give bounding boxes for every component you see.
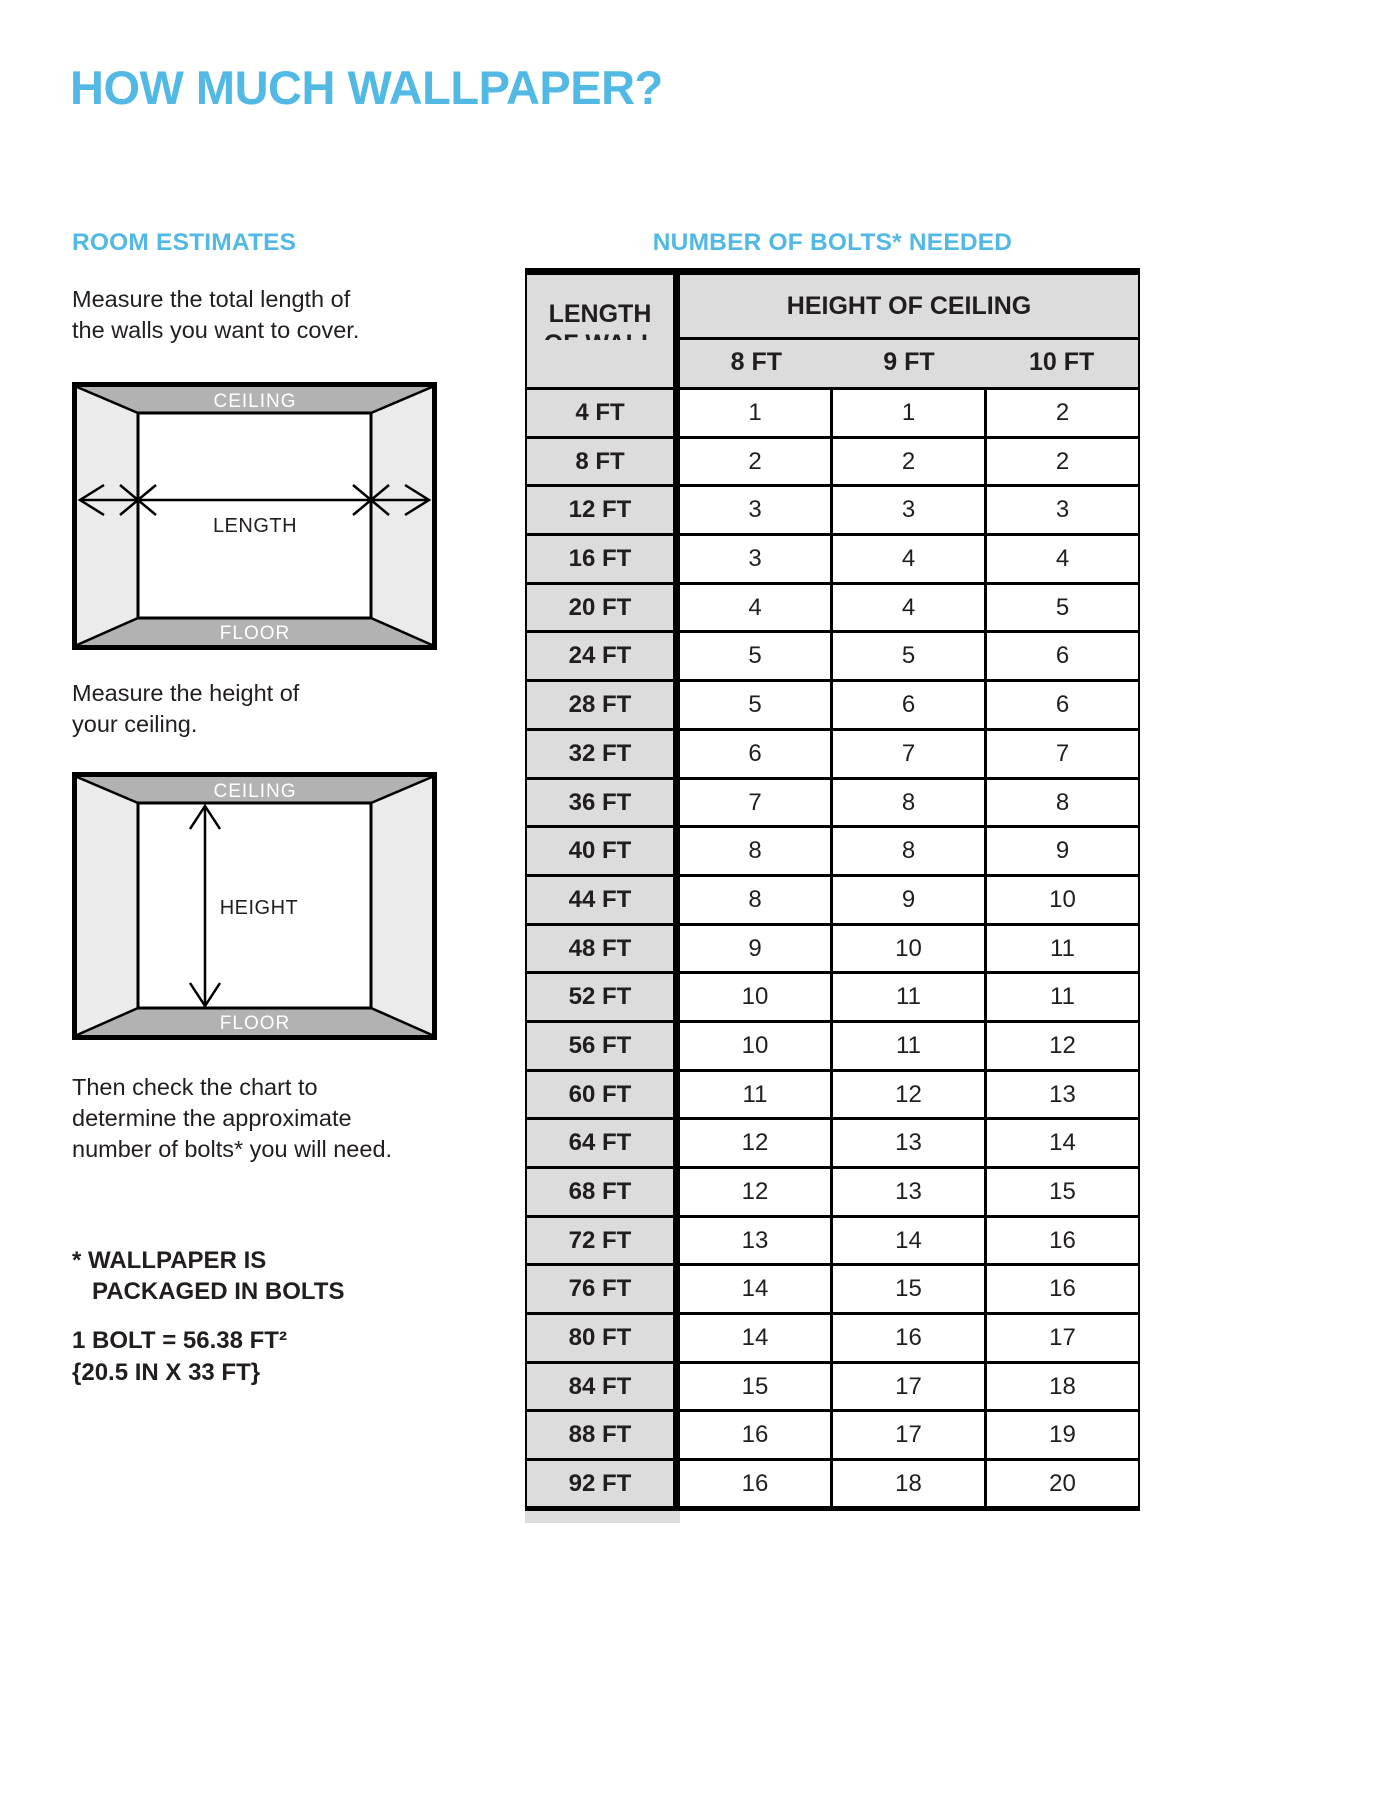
bolt-count-cell: 4 (833, 585, 987, 634)
bolt-count-cell: 10 (680, 1023, 833, 1072)
bolt-count-cell: 10 (680, 974, 833, 1023)
bolt-count-cell: 18 (833, 1461, 987, 1511)
wall-length-label: 20 FT (525, 585, 680, 634)
check-chart-text (72, 1072, 392, 1165)
table-row (525, 585, 1140, 634)
bolt-count-cell: 9 (987, 828, 1140, 877)
bolt-count-cell: 6 (987, 682, 1140, 731)
table-row (525, 1218, 1140, 1267)
bolt-count-cell: 1 (833, 390, 987, 439)
bolt-count-cell: 13 (987, 1072, 1140, 1121)
right-wall-surface (371, 777, 432, 1035)
bolt-count-cell: 12 (680, 1120, 833, 1169)
bolt-count-cell: 16 (680, 1412, 833, 1461)
bolt-count-cell: 15 (833, 1266, 987, 1315)
bolt-count-cell: 16 (987, 1218, 1140, 1267)
bolt-count-cell: 12 (987, 1023, 1140, 1072)
length-label: LENGTH (212, 515, 298, 537)
table-row (525, 731, 1140, 780)
height-label: HEIGHT (219, 897, 299, 919)
left-wall-surface (77, 387, 138, 645)
bolt-count-cell: 6 (833, 682, 987, 731)
measure-length-text (72, 284, 359, 346)
bolt-count-cell: 13 (680, 1218, 833, 1267)
table-row (525, 1120, 1140, 1169)
bolt-count-cell: 8 (987, 780, 1140, 829)
bolt-count-cell: 14 (680, 1266, 833, 1315)
bolt-count-cell: 11 (987, 974, 1140, 1023)
table-row (525, 633, 1140, 682)
wall-length-label: 36 FT (525, 780, 680, 829)
page-title: HOW MUCH WALLPAPER? (70, 61, 663, 114)
text-line: your ceiling. (72, 711, 198, 737)
table-row (525, 390, 1140, 439)
bolt-count-cell: 11 (987, 926, 1140, 975)
table-row (525, 877, 1140, 926)
bolt-count-cell: 8 (833, 780, 987, 829)
ceiling-height-columns (680, 340, 1140, 390)
bolt-count-cell: 4 (987, 536, 1140, 585)
bolt-count-cell: 15 (680, 1364, 833, 1413)
bolt-count-cell: 3 (680, 536, 833, 585)
bolt-count-cell: 8 (833, 828, 987, 877)
table-row (525, 1364, 1140, 1413)
wall-length-label: 28 FT (525, 682, 680, 731)
bolt-count-cell: 20 (987, 1461, 1140, 1511)
height-of-ceiling-header: HEIGHT OF CEILING (680, 275, 1140, 340)
bolt-count-cell: 14 (833, 1218, 987, 1267)
bolt-count-cell: 12 (833, 1072, 987, 1121)
text-line: Then check the chart to (72, 1074, 318, 1100)
table-row (525, 780, 1140, 829)
wall-length-label: 8 FT (525, 439, 680, 488)
room-estimates-heading: ROOM ESTIMATES (72, 229, 297, 256)
wall-length-label: 24 FT (525, 633, 680, 682)
wall-length-label: 80 FT (525, 1315, 680, 1364)
bolt-count-cell: 15 (987, 1169, 1140, 1218)
bolt-count-cell: 5 (987, 585, 1140, 634)
table-row (525, 1023, 1140, 1072)
bolt-footnote (72, 1245, 344, 1307)
bolt-count-cell: 13 (833, 1169, 987, 1218)
bolt-count-cell: 5 (680, 633, 833, 682)
table-row (525, 1072, 1140, 1121)
bolt-count-cell: 10 (987, 877, 1140, 926)
bolt-count-cell: 11 (833, 974, 987, 1023)
room-perspective-drawing (72, 772, 437, 1040)
length-of-wall-header-spacer (525, 340, 680, 390)
wall-length-label: 16 FT (525, 536, 680, 585)
bolt-count-cell: 19 (987, 1412, 1140, 1461)
table-footer-strip (525, 1511, 680, 1523)
room-perspective-drawing (72, 382, 437, 650)
bolt-count-cell: 16 (680, 1461, 833, 1511)
bolt-count-cell: 2 (987, 439, 1140, 488)
table-row (525, 926, 1140, 975)
bolt-count-cell: 9 (833, 877, 987, 926)
bolt-count-cell: 2 (833, 439, 987, 488)
bolt-count-cell: 2 (680, 439, 833, 488)
bolt-count-cell: 5 (680, 682, 833, 731)
table-body (525, 390, 1140, 1511)
footnote-line: * WALLPAPER IS (72, 1247, 267, 1274)
bolts-table (525, 268, 1140, 1523)
length-of-wall-header (525, 275, 680, 340)
table-header-row (525, 275, 1140, 340)
text-line: Measure the total length of (72, 286, 351, 312)
col-header-8ft: 8 FT (730, 348, 783, 376)
wall-length-label: 52 FT (525, 974, 680, 1023)
table-row (525, 1315, 1140, 1364)
bolt-count-cell: 4 (833, 536, 987, 585)
bolt-spec (72, 1325, 287, 1389)
bolt-count-cell: 6 (987, 633, 1140, 682)
bolt-count-cell: 10 (833, 926, 987, 975)
bolt-count-cell: 9 (680, 926, 833, 975)
bolt-count-cell: 3 (680, 487, 833, 536)
table-row (525, 536, 1140, 585)
bolts-needed-heading: NUMBER OF BOLTS* NEEDED (652, 229, 1013, 256)
table-row (525, 974, 1140, 1023)
bolt-count-cell: 7 (680, 780, 833, 829)
bolt-count-cell: 18 (987, 1364, 1140, 1413)
wall-length-label: 84 FT (525, 1364, 680, 1413)
wall-length-label: 72 FT (525, 1218, 680, 1267)
ceiling-label: CEILING (213, 391, 297, 412)
left-wall-surface (77, 777, 138, 1035)
text-line: the walls you want to cover. (72, 317, 360, 343)
bolt-count-cell: 14 (987, 1120, 1140, 1169)
wall-length-label: 32 FT (525, 731, 680, 780)
measure-height-text (72, 678, 299, 740)
table-row (525, 1169, 1140, 1218)
table-subheader-row (525, 340, 1140, 390)
room-height-diagram (72, 772, 437, 1040)
floor-label: FLOOR (219, 1013, 291, 1034)
wall-length-label: 44 FT (525, 877, 680, 926)
bolt-count-cell: 16 (833, 1315, 987, 1364)
bolt-count-cell: 17 (987, 1315, 1140, 1364)
bolt-count-cell: 8 (680, 828, 833, 877)
wall-length-label: 4 FT (525, 390, 680, 439)
wall-length-label: 12 FT (525, 487, 680, 536)
room-length-diagram (72, 382, 437, 650)
bolt-count-cell: 6 (680, 731, 833, 780)
bolt-count-cell: 4 (680, 585, 833, 634)
table-row (525, 1266, 1140, 1315)
table-row (525, 1412, 1140, 1461)
wall-length-label: 56 FT (525, 1023, 680, 1072)
bolt-size-text: 1 BOLT = 56.38 FT² (72, 1327, 287, 1354)
wall-length-label: 76 FT (525, 1266, 680, 1315)
wall-length-label: 40 FT (525, 828, 680, 877)
right-wall-surface (371, 387, 432, 645)
wall-length-label: 68 FT (525, 1169, 680, 1218)
ceiling-label: CEILING (213, 781, 297, 802)
floor-label: FLOOR (219, 623, 291, 644)
bolt-count-cell: 7 (987, 731, 1140, 780)
table-row (525, 682, 1140, 731)
wall-length-label: 88 FT (525, 1412, 680, 1461)
bolt-count-cell: 7 (833, 731, 987, 780)
bolt-count-cell: 16 (987, 1266, 1140, 1315)
table-row (525, 828, 1140, 877)
bolt-count-cell: 14 (680, 1315, 833, 1364)
table-row (525, 1461, 1140, 1511)
text-line: determine the approximate (72, 1105, 352, 1131)
bolt-count-cell: 5 (833, 633, 987, 682)
bolt-count-cell: 2 (987, 390, 1140, 439)
bolt-count-cell: 12 (680, 1169, 833, 1218)
wall-length-label: 64 FT (525, 1120, 680, 1169)
header-line: LENGTH (548, 300, 652, 328)
text-line: number of bolts* you will need. (72, 1136, 393, 1162)
bolt-count-cell: 17 (833, 1364, 987, 1413)
table-row (525, 487, 1140, 536)
bolt-count-cell: 17 (833, 1412, 987, 1461)
bolt-dimensions-text: {20.5 IN X 33 FT} (72, 1359, 261, 1386)
bolt-count-cell: 13 (833, 1120, 987, 1169)
bolt-count-cell: 1 (680, 390, 833, 439)
wall-length-label: 48 FT (525, 926, 680, 975)
bolt-count-cell: 11 (680, 1072, 833, 1121)
bolt-count-cell: 3 (987, 487, 1140, 536)
col-header-10ft: 10 FT (1029, 348, 1095, 376)
bolt-count-cell: 11 (833, 1023, 987, 1072)
text-line: Measure the height of (72, 680, 300, 706)
bolt-count-cell: 8 (680, 877, 833, 926)
wall-length-label: 92 FT (525, 1461, 680, 1511)
col-header-9ft: 9 FT (883, 348, 935, 376)
wall-length-label: 60 FT (525, 1072, 680, 1121)
bolt-count-cell: 3 (833, 487, 987, 536)
footnote-line: PACKAGED IN BOLTS (92, 1278, 345, 1305)
table-row (525, 439, 1140, 488)
